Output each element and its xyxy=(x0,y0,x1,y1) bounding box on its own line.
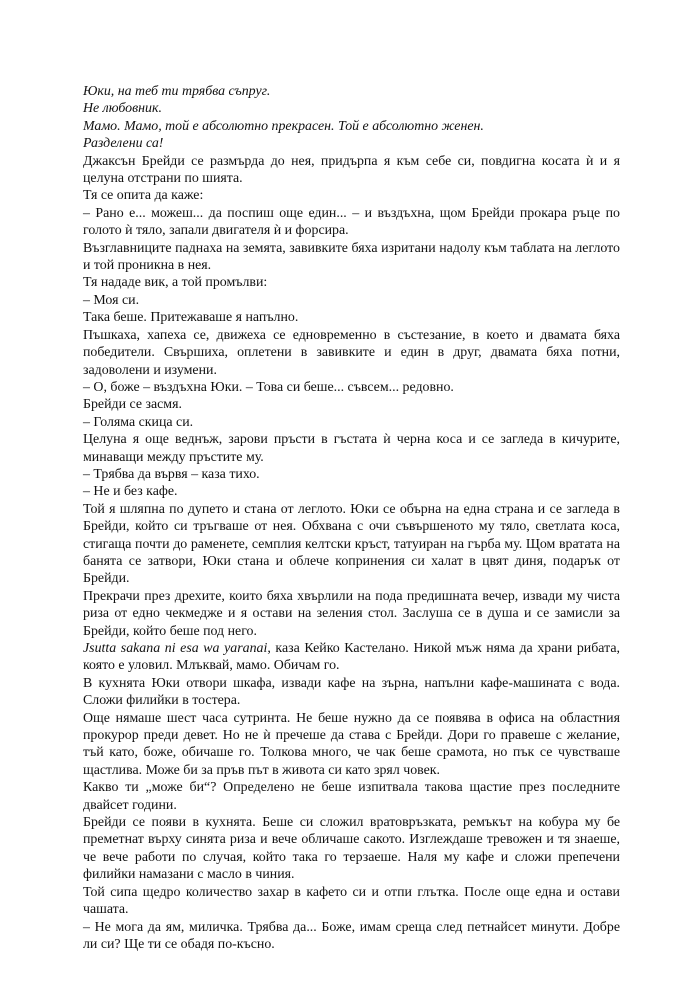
paragraph: Джаксън Брейди се размърда до нея, придърпа я към себе си, повдигна косата ѝ и я целуна отстрани по шията. xyxy=(83,153,620,187)
paragraph: – Не и без кафе. xyxy=(83,484,178,500)
paragraph: В кухнята Юки отвори шкафа, извади кафе на зърна, напълни кафе-машината с вода. Сложи филийки в тостера. xyxy=(83,675,620,709)
paragraph: Той я шляпна по дупето и стана от леглото. Юки се обърна на една страна и се загледа в Брейди, който си тръгваше от нея. Обхвана с очи съвършеното му тяло, светлата коса, стигаща почти до раменете, семплия келтски кръст, татуиран на гърба му. Щом вратата на банята се затвори, Юки стана и облече копринения си халат в цвят диня, подарък от Брейди. xyxy=(83,501,620,587)
paragraph: Възглавниците паднаха на земята, завивките бяха изритани надолу към таблата на леглото и той проникна в нея. xyxy=(83,240,620,274)
paragraph: Целуна я още веднъж, зарови пръсти в гъстата ѝ черна коса и се загледа в кичурите, минаващи между пръстите му. xyxy=(83,432,620,465)
italic-line: Юки, на теб ти трябва съпруг. xyxy=(83,84,271,99)
paragraph xyxy=(83,640,620,675)
paragraph: Пъшкаха, хапеха се, движеха се едновременно в състезание, в което и двамата бяха победители. Свършиха, оплетени в завивките и един в друг, двамата бяха потни, задоволени и изумени. xyxy=(83,327,620,378)
italic-line: Разделени са! xyxy=(83,136,164,152)
paragraph: Какво ти „може би“? Определено не беше изпитвала такова щастие през последните двайсет години. xyxy=(83,780,620,813)
document-page xyxy=(83,83,620,953)
italic-phrase: Jsutta sakana ni esa wa yaranai xyxy=(83,641,268,656)
paragraph: Прекрачи през дрехите, които бяха хвърлили на пода предишната вечер, извади му чиста риза от едно чекмедже и я остави на зеления стол. Заслуша се в душа и се замисли за Брейди, който беше под него. xyxy=(83,588,620,639)
paragraph: – Моя си. xyxy=(83,292,140,308)
paragraph: – Не мога да ям, миличка. Трябва да... Боже, имам среща след петнайсет минути. Добре ли си? Ще ти се обадя по-късно. xyxy=(83,919,620,952)
paragraph: Тя се опита да каже: xyxy=(83,188,204,204)
paragraph: Още нямаше шест часа сутринта. Не беше нужно да се появява в офиса на областния прокурор преди девет. Но не ѝ пречеше да става с Брейди. Дори го правеше с желание, тъй като, боже, обичаше го. Толкова много, че чак беше срамота, но пък се чувстваше щастлива. Може би за пръв път в живота си като зрял човек. xyxy=(83,710,620,778)
paragraph: Брейди се засмя. xyxy=(83,397,182,413)
paragraph: – О, боже – въздъхна Юки. – Това си беше... съвсем... редовно. xyxy=(83,379,454,395)
paragraph: – Трябва да вървя – каза тихо. xyxy=(83,466,260,482)
paragraph: – Голяма скица си. xyxy=(83,414,194,430)
paragraph: Така беше. Притежаваше я напълно. xyxy=(83,310,299,326)
paragraph: Тя нададе вик, а той промълви: xyxy=(83,275,268,291)
paragraph: Той сипа щедро количество захар в кафето си и отпи глътка. После още една и остави чашата. xyxy=(83,884,620,918)
italic-line: Мамо. Мамо, той е абсолютно прекрасен. Той е абсолютно женен. xyxy=(83,118,484,134)
paragraph-text: , каза Кейко Кастелано. Никой мъж няма да храни рибата, която е уловил. Млъквай, мамо. Обичам го. xyxy=(83,641,620,674)
italic-line: Не любовник. xyxy=(83,101,162,117)
paragraph: Брейди се появи в кухнята. Беше си сложил вратовръзката, ремъкът на кобура му бе преметнат върху синята риза и вече обличаше сакото. Изглеждаше тревожен и тя знаеше, че вече работи по случая, който така го терзаеше. Наля му кафе и сложи препечени филийки намазани с масло в чиния. xyxy=(83,815,620,883)
paragraph: – Рано е... можеш... да поспиш още един... – и въздъхна, щом Брейди прокара ръце по голото ѝ тяло, запали двигателя ѝ и форсира. xyxy=(83,205,620,239)
